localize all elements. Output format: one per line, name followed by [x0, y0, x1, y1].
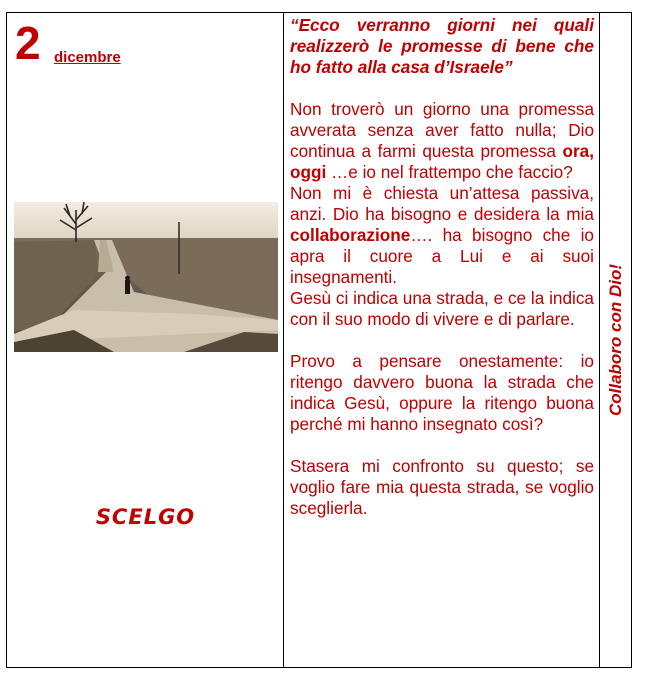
side-caption: Collaboro con Dio! — [606, 263, 626, 417]
devotional-card — [6, 12, 632, 668]
crossroads-image-icon — [14, 202, 278, 352]
paragraph-1-text-end: …e io nel frattempo che faccio? — [326, 162, 573, 182]
paragraph-3: Gesù ci indica una strada, e ce la indica con il suo modo di vivere e di parlare. — [290, 288, 594, 329]
paragraph-2-emphasis: collaborazione — [290, 225, 411, 245]
paragraph-1 — [290, 99, 594, 183]
side-caption-wrap — [602, 13, 630, 667]
left-column — [7, 13, 284, 667]
text-column — [284, 13, 600, 667]
paragraph-4: Provo a pensare onestamente: io ritengo davvero buona la strada che indica Gesù, oppure la ritengo buona perché mi hanno insegnato così? — [290, 351, 594, 434]
reflection-text — [290, 15, 594, 519]
paragraph-1-emphasis: ora, oggi — [290, 141, 594, 182]
crossroads-photo — [14, 202, 278, 352]
paragraph-1-text: Non troverò un giorno una promessa avverata senza aver fatto nulla; Dio continua a farmi questa promessa — [290, 99, 594, 161]
side-column — [600, 13, 631, 667]
paragraph-2-text: Non mi è chiesta un’attesa passiva, anzi. Dio ha bisogno e desidera la mia — [290, 183, 594, 224]
paragraph-2-text-end: …. ha bisogno che io apra il cuore a Lui e ai suoi insegnamenti. — [290, 225, 594, 287]
date-day: 2 — [15, 17, 41, 69]
date-month: dicembre — [54, 49, 121, 66]
keyword-label: SCELGO — [95, 505, 196, 529]
scripture-quote: “Ecco verranno giorni nei quali realizzerò le promesse di bene che ho fatto alla casa d’Israele” — [290, 15, 594, 77]
paragraph-5: Stasera mi confronto su questo; se voglio fare mia questa strada, se voglio sceglierla. — [290, 456, 594, 518]
paragraph-2 — [290, 183, 594, 288]
